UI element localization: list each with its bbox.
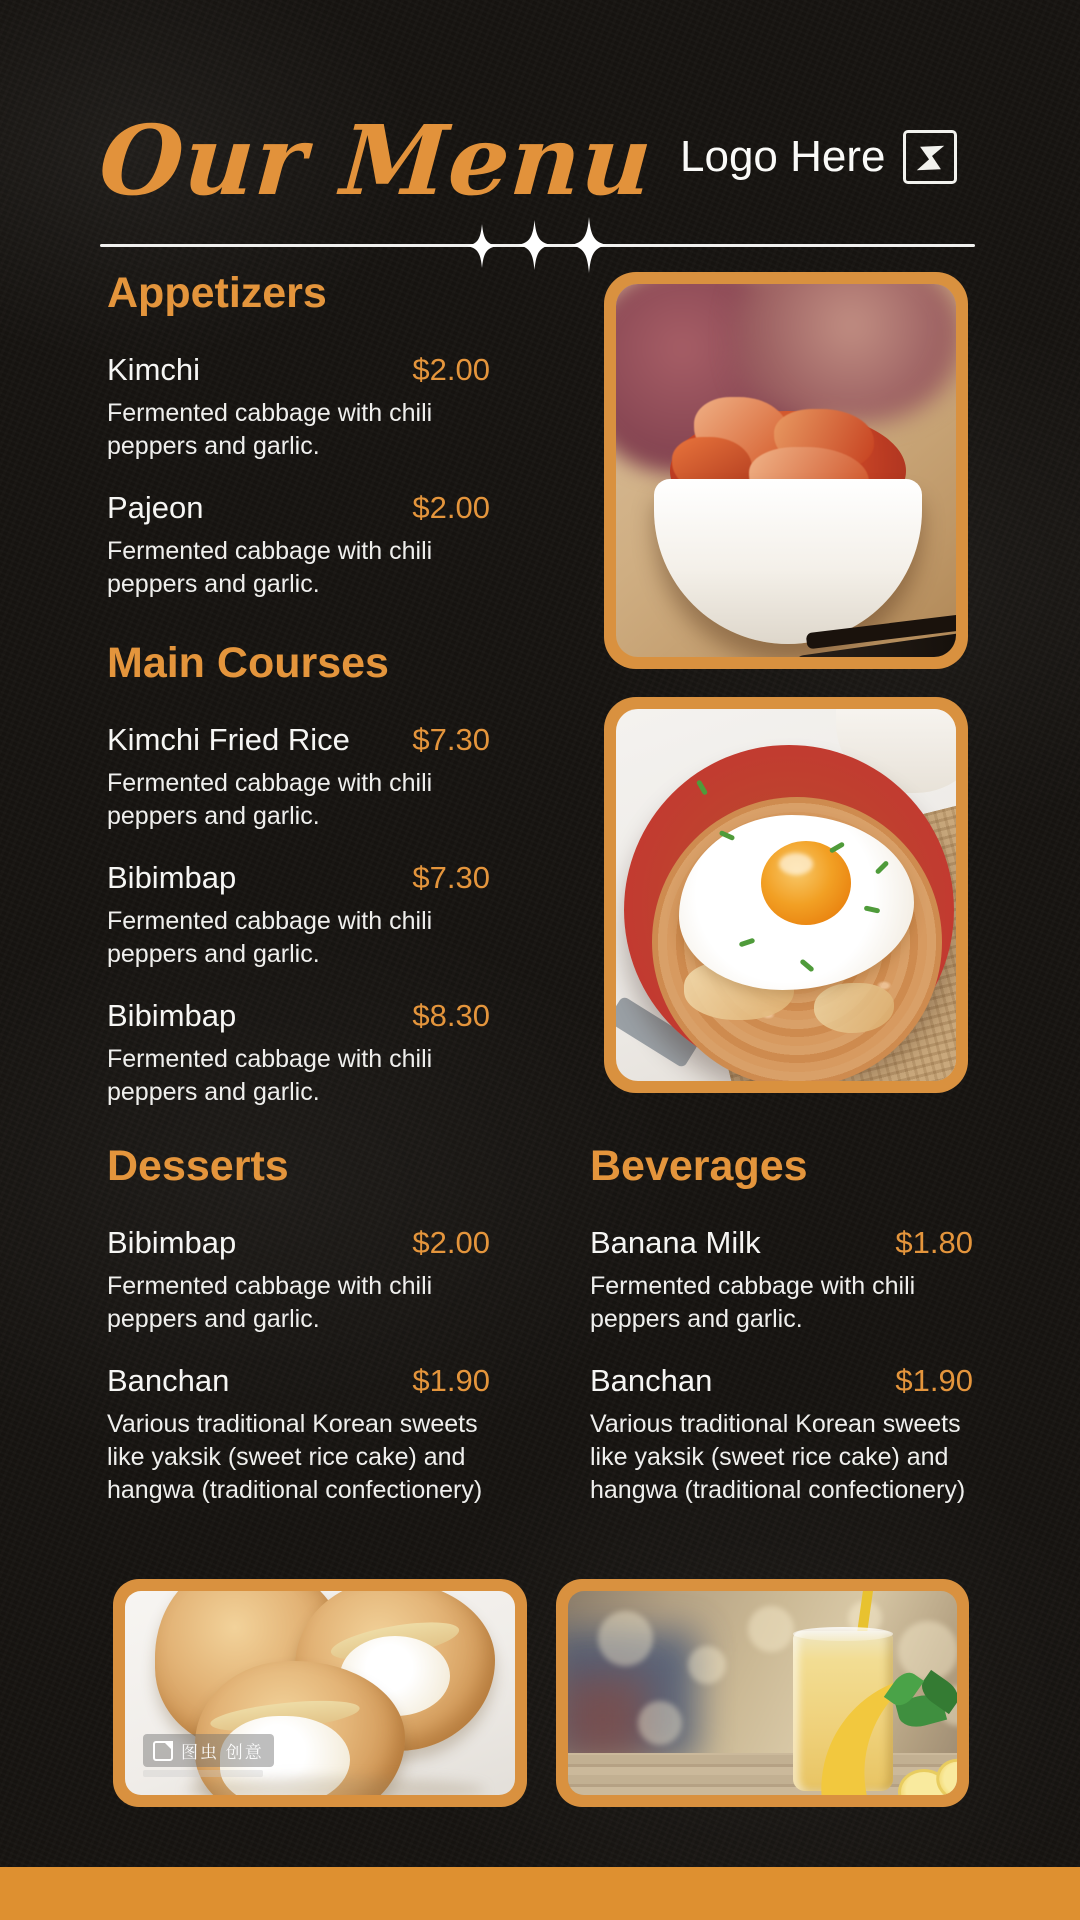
sparkle-icon (571, 217, 607, 273)
menu-item (107, 1362, 490, 1507)
item-description: Fermented cabbage with chili peppers and garlic. (107, 399, 433, 461)
item-price: $1.90 (895, 1363, 973, 1399)
section-beverages (590, 1143, 973, 1507)
item-price: $2.00 (412, 1225, 490, 1261)
watermark-text: 图虫 创意 (181, 1743, 264, 1762)
section-appetizers (107, 270, 490, 601)
menu-item (590, 1224, 973, 1336)
item-name: Bibimbap (107, 860, 237, 896)
menu-item (107, 997, 490, 1109)
menu-item (590, 1362, 973, 1507)
item-description: Fermented cabbage with chili peppers and garlic. (107, 1045, 433, 1107)
item-name: Bibimbap (107, 1225, 237, 1261)
item-price: $7.30 (412, 860, 490, 896)
item-price: $1.80 (895, 1225, 973, 1261)
item-price: $2.00 (412, 490, 490, 526)
cream-puffs-photo (113, 1579, 527, 1807)
item-price: $2.00 (412, 352, 490, 388)
sparkle-icon (518, 220, 551, 270)
bottom-accent-bar (0, 1867, 1080, 1920)
sparkle-icon (467, 224, 497, 268)
section-heading: Main Courses (107, 639, 389, 687)
item-price: $8.30 (412, 998, 490, 1034)
item-description: Various traditional Korean sweets like yaksik (sweet rice cake) and hangwa (traditional confectionery) (107, 1410, 483, 1505)
section-heading: Beverages (590, 1142, 808, 1190)
item-description: Various traditional Korean sweets like yaksik (sweet rice cake) and hangwa (traditional confectionery) (590, 1410, 966, 1505)
capcut-icon (903, 130, 957, 184)
tuchong-logo-icon (153, 1741, 173, 1761)
item-name: Kimchi Fried Rice (107, 722, 350, 758)
logo (680, 128, 957, 186)
section-main-courses (107, 640, 490, 1109)
item-description: Fermented cabbage with chili peppers and garlic. (107, 1272, 433, 1334)
item-description: Fermented cabbage with chili peppers and garlic. (107, 537, 433, 599)
section-heading: Desserts (107, 1142, 289, 1190)
menu-item (107, 351, 490, 463)
section-desserts (107, 1143, 490, 1507)
item-name: Pajeon (107, 490, 204, 526)
kimchi-fried-rice-photo (604, 697, 968, 1093)
item-name: Banchan (590, 1363, 713, 1399)
menu-item (107, 1224, 490, 1336)
item-name: Kimchi (107, 352, 201, 388)
menu-item (107, 721, 490, 833)
logo-text: Logo Here (680, 132, 886, 181)
item-price: $7.30 (412, 722, 490, 758)
item-name: Banchan (107, 1363, 230, 1399)
banana-milk-photo (556, 1579, 969, 1807)
menu-item (107, 859, 490, 971)
item-name: Bibimbap (107, 998, 237, 1034)
stock-watermark (143, 1734, 274, 1777)
item-price: $1.90 (412, 1363, 490, 1399)
item-description: Fermented cabbage with chili peppers and garlic. (590, 1272, 916, 1334)
item-name: Banana Milk (590, 1225, 761, 1261)
item-description: Fermented cabbage with chili peppers and garlic. (107, 907, 433, 969)
page-title: Our Menu (96, 104, 657, 217)
section-heading: Appetizers (107, 269, 327, 317)
kimchi-bowl-photo (604, 272, 968, 669)
item-description: Fermented cabbage with chili peppers and garlic. (107, 769, 433, 831)
menu-item (107, 489, 490, 601)
